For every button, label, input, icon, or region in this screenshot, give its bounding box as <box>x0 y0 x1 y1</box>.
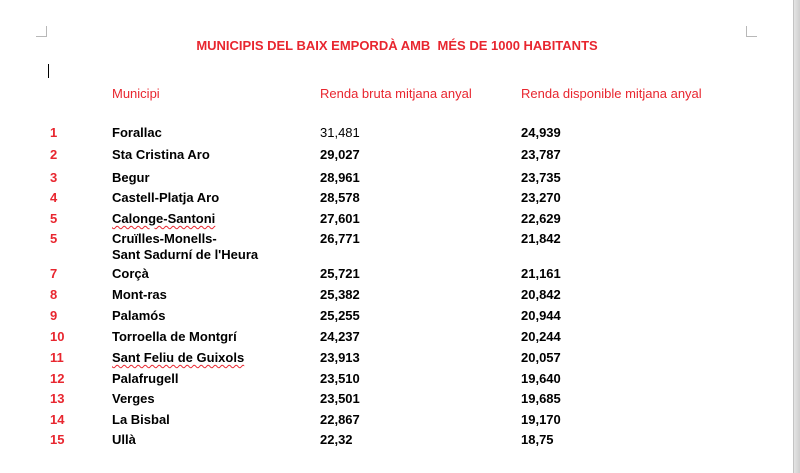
municipality-name: Palamós <box>112 308 166 323</box>
renda-bruta-value: 28,961 <box>320 170 360 185</box>
municipality-name: Begur <box>112 170 150 185</box>
header-renda-bruta: Renda bruta mitjana anyal <box>320 86 472 101</box>
renda-disponible-value: 20,842 <box>521 287 561 302</box>
window-right-edge <box>793 0 800 473</box>
renda-bruta-value: 24,237 <box>320 329 360 344</box>
renda-disponible-value: 24,939 <box>521 125 561 140</box>
renda-bruta-value: 23,501 <box>320 391 360 406</box>
renda-bruta-value: 23,510 <box>320 371 360 386</box>
renda-disponible-value: 23,735 <box>521 170 561 185</box>
rank-number: 3 <box>50 170 58 185</box>
rank-number: 5 <box>50 211 58 226</box>
rank-number: 5 <box>50 231 58 246</box>
municipality-name: La Bisbal <box>112 412 170 427</box>
renda-bruta-value: 25,255 <box>320 308 360 323</box>
rank-number: 15 <box>50 432 65 447</box>
municipality-name: Torroella de Montgrí <box>112 329 237 344</box>
document-title: MUNICIPIS DEL BAIX EMPORDÀ AMB MÉS DE 1000 HABITANTS <box>196 38 598 53</box>
renda-bruta-value: 25,382 <box>320 287 360 302</box>
municipality-name-line2: Sant Sadurní de l'Heura <box>112 247 259 262</box>
rank-number: 4 <box>50 190 58 205</box>
renda-disponible-value: 23,270 <box>521 190 561 205</box>
renda-disponible-value: 22,629 <box>521 211 561 226</box>
renda-disponible-value: 19,685 <box>521 391 561 406</box>
renda-bruta-value: 27,601 <box>320 211 360 226</box>
municipality-name: Cruïlles-Monells- <box>112 231 217 246</box>
renda-bruta-value: 26,771 <box>320 231 360 246</box>
municipality-name: Sta Cristina Aro <box>112 147 210 162</box>
rank-number: 8 <box>50 287 58 302</box>
renda-bruta-value: 22,32 <box>320 432 353 447</box>
renda-disponible-value: 20,244 <box>521 329 561 344</box>
municipality-name: Sant Feliu de Guixols <box>112 350 245 365</box>
text-cursor <box>48 64 49 78</box>
municipality-name: Calonge-Santoni <box>112 211 216 226</box>
renda-disponible-value: 19,640 <box>521 371 561 386</box>
renda-bruta-value: 25,721 <box>320 266 360 281</box>
rank-number: 7 <box>50 266 58 281</box>
renda-bruta-value: 29,027 <box>320 147 360 162</box>
renda-bruta-value: 23,913 <box>320 350 360 365</box>
renda-bruta-value: 28,578 <box>320 190 360 205</box>
renda-disponible-value: 21,161 <box>521 266 561 281</box>
crop-mark-top-left <box>36 26 47 37</box>
renda-disponible-value: 21,842 <box>521 231 561 246</box>
rank-number: 13 <box>50 391 65 406</box>
renda-disponible-value: 23,787 <box>521 147 561 162</box>
renda-disponible-value: 19,170 <box>521 412 561 427</box>
rank-number: 12 <box>50 371 65 386</box>
municipality-name: Forallac <box>112 125 162 140</box>
renda-disponible-value: 20,944 <box>521 308 561 323</box>
municipality-name: Palafrugell <box>112 371 179 386</box>
renda-disponible-value: 20,057 <box>521 350 561 365</box>
municipality-name: Verges <box>112 391 155 406</box>
renda-disponible-value: 18,75 <box>521 432 554 447</box>
municipality-name: Castell-Platja Aro <box>112 190 220 205</box>
rank-number: 10 <box>50 329 65 344</box>
rank-number: 9 <box>50 308 58 323</box>
municipality-name: Corçà <box>112 266 149 281</box>
header-municipi: Municipi <box>112 86 160 101</box>
rank-number: 2 <box>50 147 58 162</box>
header-renda-disponible: Renda disponible mitjana anyal <box>521 86 702 101</box>
municipality-name: Ullà <box>112 432 136 447</box>
rank-number: 1 <box>50 125 58 140</box>
rank-number: 11 <box>50 350 64 365</box>
rank-number: 14 <box>50 412 65 427</box>
crop-mark-top-right <box>746 26 757 37</box>
renda-bruta-value: 22,867 <box>320 412 360 427</box>
municipality-name: Mont-ras <box>112 287 167 302</box>
renda-bruta-value: 31,481 <box>320 125 360 140</box>
